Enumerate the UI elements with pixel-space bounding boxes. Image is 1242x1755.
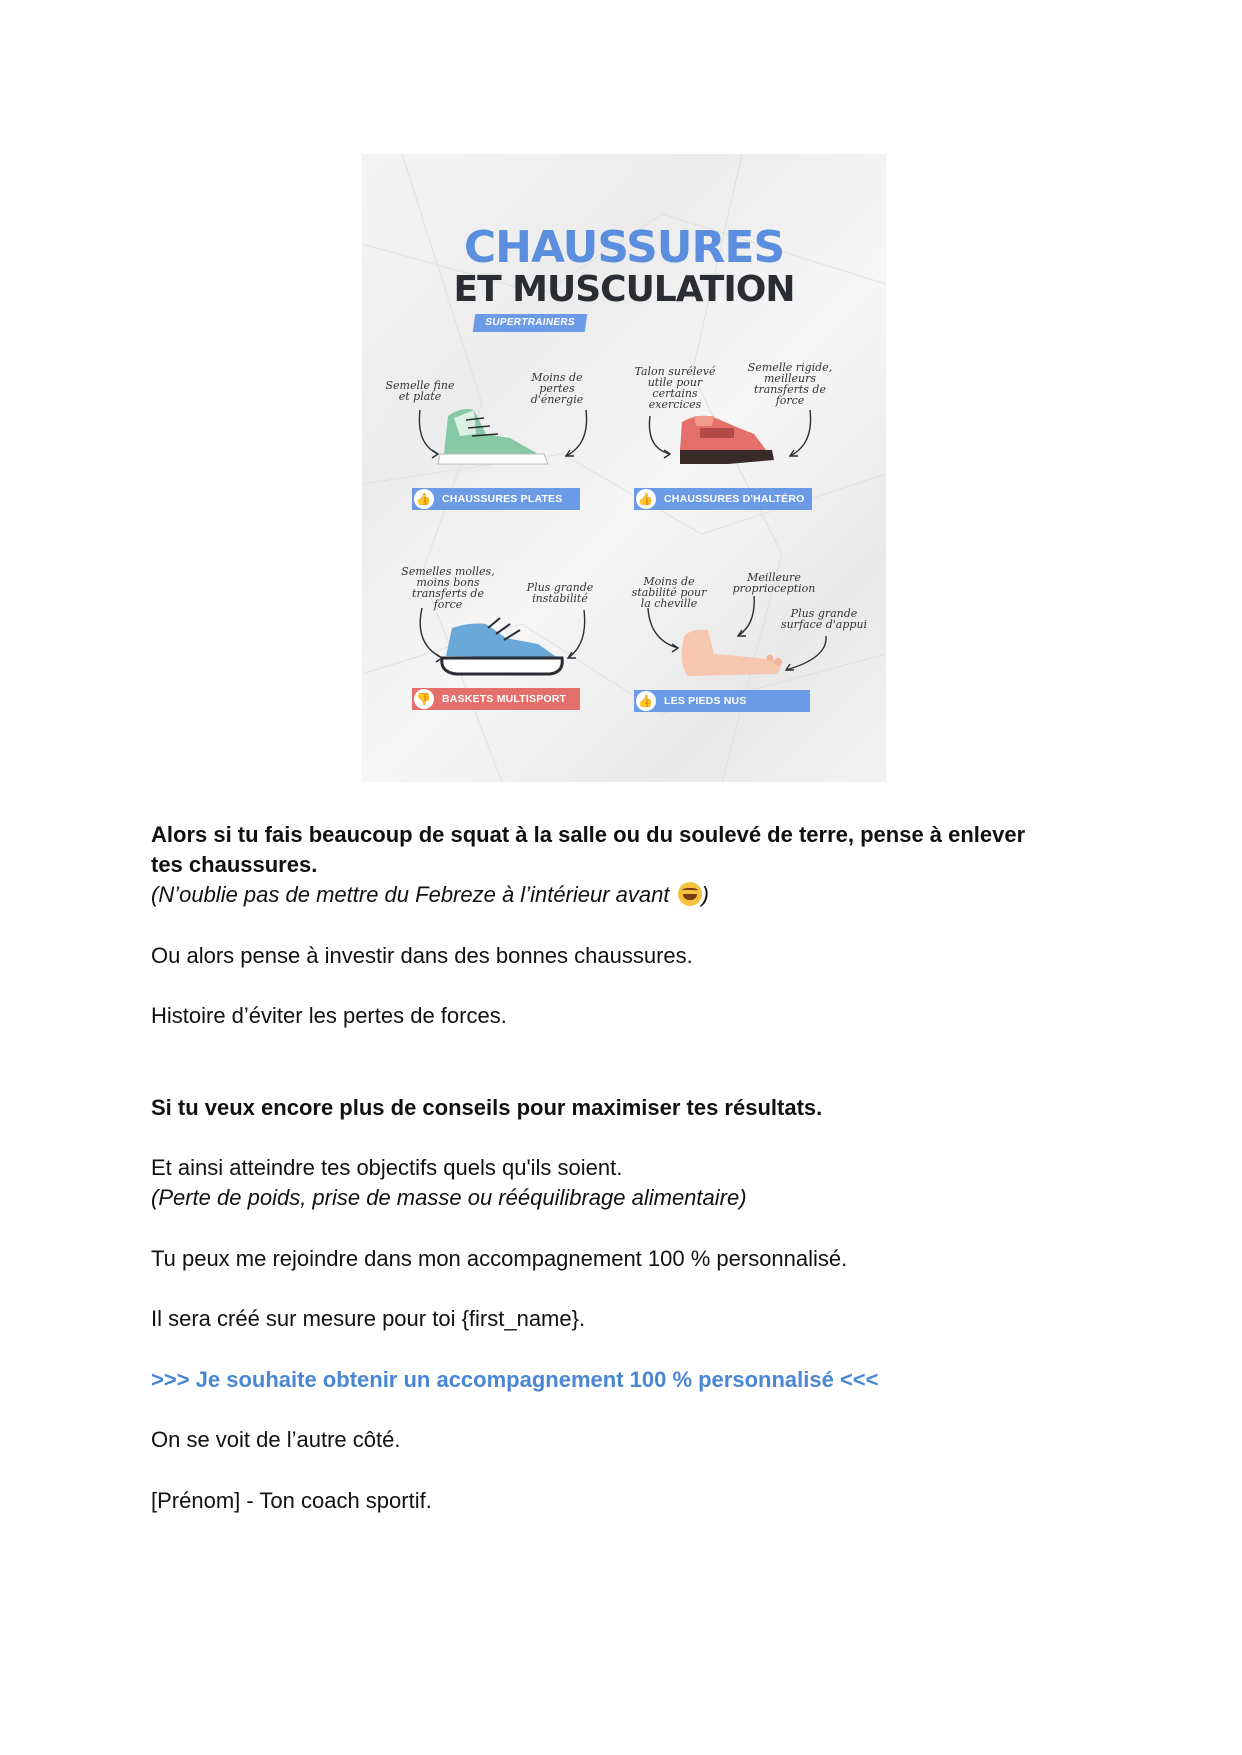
infographic-title-line1: CHAUSSURES	[463, 222, 785, 273]
badge-label: CHAUSSURES PLATES	[442, 493, 563, 505]
paragraph-squat-line2: tes chaussures.	[151, 852, 318, 877]
febreze-aside-text: (N’oublie pas de mettre du Febreze à l’intérieur avant	[151, 882, 676, 907]
signature: [Prénom] - Ton coach sportif.	[151, 1488, 432, 1513]
paragraph-squat-line1: Alors si tu fais beaucoup de squat à la salle ou du soulevé de terre, pense à enlever	[151, 822, 1026, 847]
infographic-title-line2: ET MUSCULATION	[453, 269, 795, 310]
paragraph-see-you: On se voit de l’autre côté.	[151, 1427, 401, 1452]
panel2-note-right: Semelle rigide, meilleurs transferts de force	[747, 361, 833, 407]
flat-shoe-illustration	[438, 409, 548, 464]
weightlifting-shoe-illustration	[680, 416, 774, 464]
panel4-note-right: Meilleure proprioception	[732, 571, 816, 595]
panel1-note-right: Moins de pertes d'énergie	[530, 371, 584, 406]
badge-chaussures-plates	[412, 488, 580, 510]
badge-pieds-nus	[634, 690, 810, 712]
laughing-emoji-icon	[678, 882, 702, 906]
infographic-brand-label: SUPERTRAINERS	[473, 314, 588, 332]
thumbs-up-icon: 👍	[636, 691, 656, 711]
badge-baskets-multisport	[412, 688, 580, 710]
thumbs-down-icon: 👎	[414, 689, 434, 709]
febreze-aside-end: )	[701, 882, 709, 907]
paragraph-more-advice: Si tu veux encore plus de conseils pour maximiser tes résultats.	[151, 1095, 823, 1120]
badge-label: CHAUSSURES D'HALTÉRO	[664, 493, 805, 505]
paragraph-custom-made: Il sera créé sur mesure pour toi {first_name}.	[151, 1306, 586, 1331]
badge-label: LES PIEDS NUS	[664, 695, 747, 707]
badge-chaussures-haltero	[634, 488, 812, 510]
badge-label: BASKETS MULTISPORT	[442, 693, 567, 705]
multisport-sneaker-illustration	[442, 618, 562, 674]
infographic-image	[362, 154, 886, 782]
panel3-note-right: Plus grande instabilité	[526, 581, 594, 605]
paragraph-avoid-loss: Histoire d’éviter les pertes de forces.	[151, 1003, 507, 1028]
bare-foot-illustration	[682, 630, 782, 676]
cta-link[interactable]: >>> Je souhaite obtenir un accompagnement 100 % personnalisé <<<	[151, 1367, 879, 1392]
panel4-note-extra: Plus grande surface d'appui	[780, 607, 868, 631]
panel2-note-left: Talon surélevé utile pour certains exercices	[634, 365, 716, 411]
panel1-note-left: Semelle fine et plate	[385, 379, 455, 403]
paragraph-join: Tu peux me rejoindre dans mon accompagnement 100 % personnalisé.	[151, 1246, 848, 1271]
panel4-note-left: Moins de stabilité pour la cheville	[631, 575, 707, 610]
paragraph-invest-shoes: Ou alors pense à investir dans des bonnes chaussures.	[151, 943, 693, 968]
paragraph-febreze-aside	[151, 880, 1101, 910]
paragraph-goals-aside: (Perte de poids, prise de masse ou rééquilibrage alimentaire)	[151, 1185, 747, 1210]
thumbs-up-icon: 👍	[414, 489, 434, 509]
panel3-note-left: Semelles molles, moins bons transferts de force	[401, 565, 495, 611]
paragraph-goals: Et ainsi atteindre tes objectifs quels qu'ils soient.	[151, 1155, 623, 1180]
thumbs-up-icon: 👍	[636, 489, 656, 509]
